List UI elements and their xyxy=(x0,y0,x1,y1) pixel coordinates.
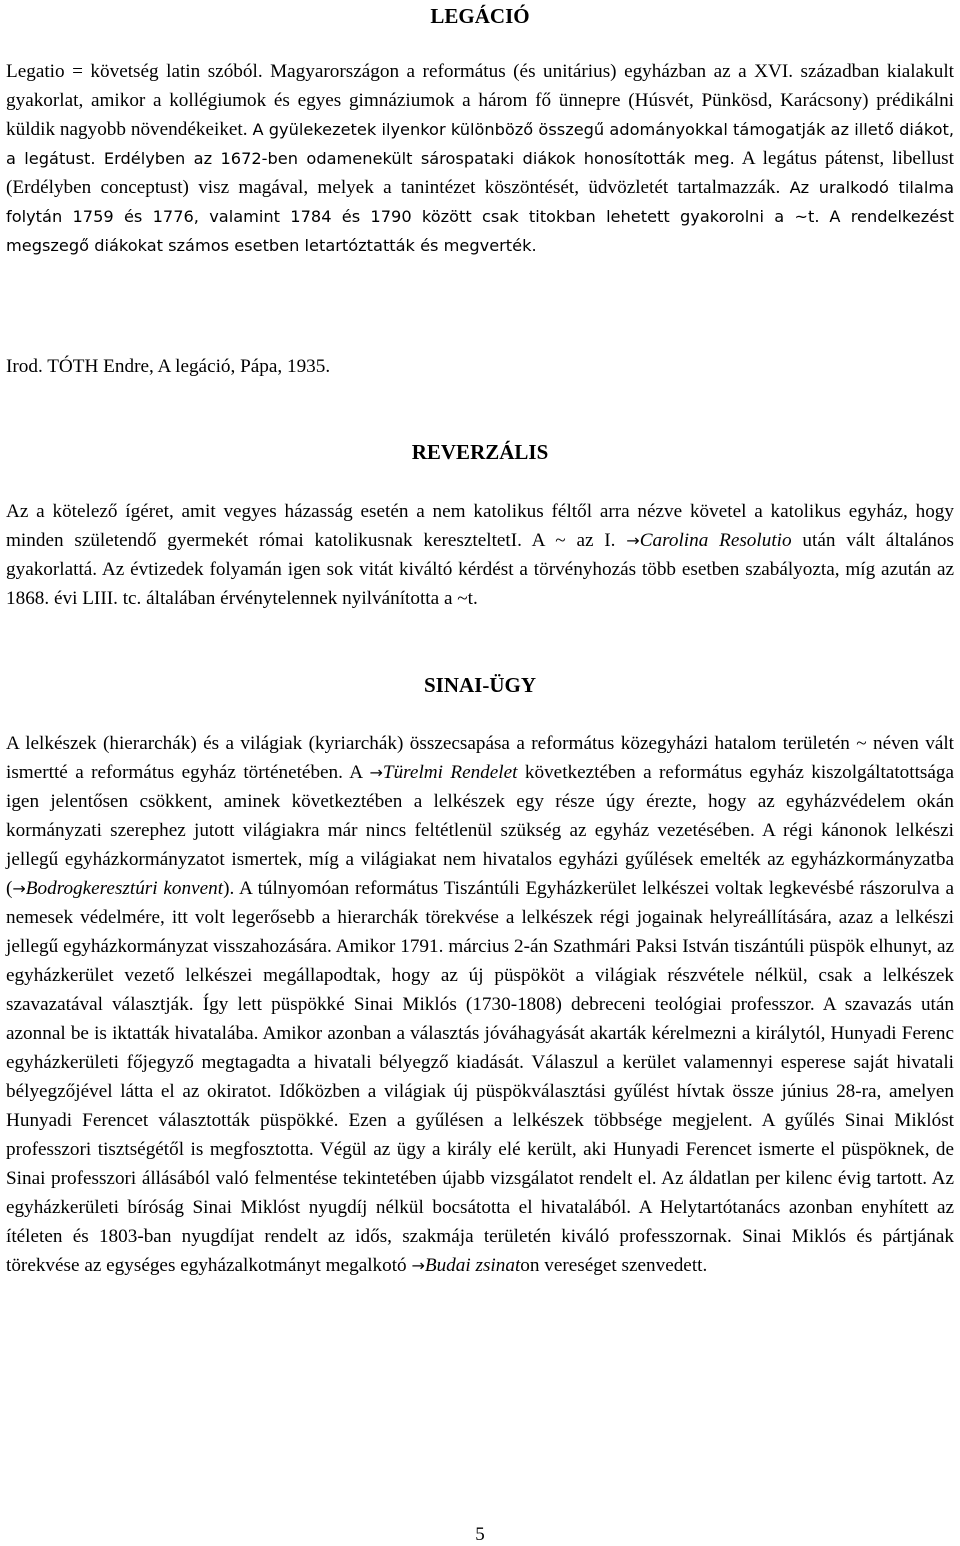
legacio-irod-text: Irod. TÓTH Endre, A legáció, Pápa, 1935. xyxy=(6,356,331,377)
reverzalis-ref-carolina[interactable]: Carolina Resolutio xyxy=(639,530,792,551)
reference-arrow-icon: → xyxy=(411,1256,425,1275)
sinai-ref-budai[interactable]: Budai zsinat xyxy=(424,1255,521,1276)
sinai-text-a: A lelkészek (hierarchák) és a világiak (kyriarchák) összecsapása a református közegyházi hatalom területén ~ néven vált ismertté a református egyház történetében. A xyxy=(6,733,954,783)
page-number: 5 xyxy=(475,1524,485,1545)
reference-arrow-icon: → xyxy=(369,763,383,782)
sinai-ref-suffix: on xyxy=(520,1255,540,1276)
legacio-text xyxy=(6,57,954,260)
reverzalis-paragraph xyxy=(6,497,954,613)
sinai-heading: SINAI-ÜGY xyxy=(423,673,536,697)
reverzalis-text-b: után vált általános gyakorlattá. Az évtizedek folyamán igen sok vitát kiváltó kérdést a törvényhozás több esetben szabályozta, míg azután az 1868. évi LIII. tc. általában érvénytelennek nyilvánította a ~t. xyxy=(6,530,954,609)
reverzalis-text xyxy=(6,497,954,613)
sinai-ref-turelmi[interactable]: Türelmi Rendelet xyxy=(382,762,518,783)
legacio-paragraph xyxy=(6,57,954,260)
sinai-text xyxy=(6,729,954,1280)
sinai-text-b: következtében a református egyház kiszolgáltatottsága igen jelentősen csökkent, aminek következtében a lelkészek egy része úgy érezte, hogy az egyházvédelem okán kormányzati szerephez jutott világiakra már nincs feltétlenül szükség az egyház vezetésében. A régi kánonok lelkészi jellegű egyházkormányzatot ismertek, míg a világiakat nem hivatalos egyházi gyűlések emelték az egyházkormányzatba ( xyxy=(6,762,955,899)
legacio-heading: LEGÁCIÓ xyxy=(430,4,530,28)
sinai-text-c: ). A túlnyomóan református Tiszántúli Egyházkerület lelkészei voltak legkevésbé rászorulva a nemesek védelmére, itt volt legerősebb a hierarchák törekvése a lelkészek régi jogainak helyreállítására, azaz a lelkészi jellegű egyházkormányzat visszahozására. Amikor 1791. március 2-án Szathmári Paksi István tiszántúli püspök elhunyt, az egyházkerület vezető lelkészei megállapodtak, hogy az új püspököt a világiak részvétele nélkül, csak a lelkészek szavazatával választják. Így lett püspökké Sinai Miklós (1730-1808) debreceni teológiai professzor. A szavazás után azonnal be is iktatták hivatalába. Amikor azonban a választás jóváhagyását akarták kérelmezni a királytól, Hunyadi Ferenc egyházkerületi főjegyző megtagadta a hivatali bélyegző kiadását. Válaszul a kerület valamennyi esperese saját hivatali bélyegzőjével látta el az okiratot. Időközben a világiak új püspökválasztási gyűlést hívtak össze június 28-ra, amelyen Hunyadi Ferencet választották püspökké. Ezen a gyűlésen a lelkészek többsége megjelent. A gyűlés Sinai Miklóst professzori tisztségétől is megfosztotta. Végül az ügy a király elé került, aki Hunyadi Ferencet ismerte el püspöknek, de Sinai professzori állásából való felmentése tekintetében újabb vizsgálatot rendelt el. Az áldatlan per kilenc évig tartott. Az egyházkerületi bíróság Sinai Miklóst nyugdíj nélkül bocsátotta el hivatalából. A Helytartótanács azonban enyhített az ítéleten és 1803-ban nyugdíjat rendelt az idős, szakmája területén kiváló professzornak. Sinai Miklós és pártjának törekvése az egységes egyházalkotmányt megalkotó xyxy=(6,878,954,1276)
legacio-irodalom xyxy=(6,352,954,381)
sinai-paragraph xyxy=(6,729,954,1280)
legacio-text-c: A legátus pátenst, libellust (Erdélyben conceptust) visz magával, melyek a tanintézet köszöntését, üdvözletét tartalmazzák. xyxy=(6,148,954,198)
reverzalis-text-a: Az a kötelező ígéret, amit vegyes házasság esetén a nem katolikus féltől arra nézve követel a katolikus egyház, hogy minden születendő gyermekét római katolikusnak kereszteltetI. A ~ az I. xyxy=(6,501,954,551)
sinai-ref-bodrogkereszturi[interactable]: Bodrogkeresztúri konvent xyxy=(25,878,224,899)
sinai-text-d: vereséget szenvedett. xyxy=(544,1255,708,1276)
legacio-text-b: A gyülekezetek ilyenkor különböző összegű adományokkal támogatják az illető diákot, a legátust. Erdélyben az 1672-ben odamenekült sárospataki diákok honosították meg. xyxy=(6,120,955,168)
legacio-text-a: Legatio = követség latin szóból. Magyarországon a református (és unitárius) egyházban az a XVI. században kialakult gyakorlat, amikor a kollégiumok és egyes gimnáziumok a három fő ünnepre (Húsvét, Pünkösd, Karácsony) prédikálni küldik nagyobb növendékeiket. xyxy=(6,61,954,140)
legacio-text-d: Az uralkodó tilalma folytán 1759 és 1776, valamint 1784 és 1790 között csak titokban lehetett gyakorolni a ~t. xyxy=(6,178,955,226)
legacio-text-e: A rendelkezést megszegő diákokat számos esetben letartóztatták és megverték. xyxy=(6,207,954,255)
reference-arrow-icon: → xyxy=(626,531,640,550)
reference-arrow-icon: → xyxy=(12,879,26,898)
reverzalis-heading: REVERZÁLIS xyxy=(411,440,549,464)
